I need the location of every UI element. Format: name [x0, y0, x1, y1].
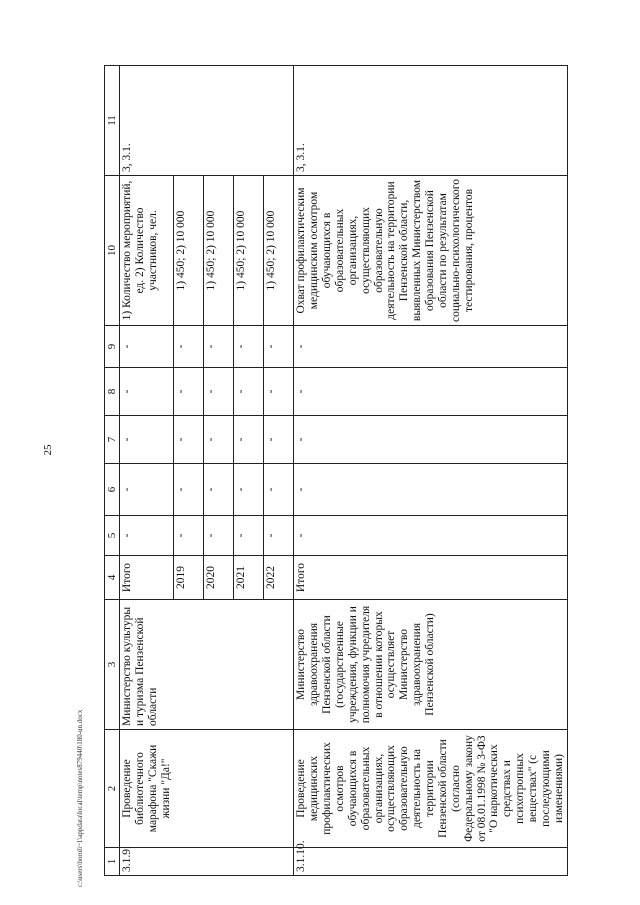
col-header: 10 [105, 176, 120, 326]
col-header: 5 [105, 516, 120, 556]
value-cell: - [204, 516, 234, 556]
row-code: 3.1.9. [120, 848, 294, 876]
value-cell: - [264, 326, 294, 368]
value-cell: - [174, 326, 204, 368]
indicator-value: 1) 450; 2) 10 000 [204, 176, 234, 326]
col-header: 3 [105, 600, 120, 730]
value-cell: - [174, 516, 204, 556]
rotated-table-sheet [104, 66, 588, 876]
value-cell: - [174, 368, 204, 416]
col-header: 2 [105, 730, 120, 848]
page-number: 25 [42, 444, 54, 456]
value-cell: - [120, 516, 174, 556]
executor: Министерство здравоохранения Пензенской области (государственные учреждения, функции и полномочия учредителя в отношении которых осуществляет Министерство здравоохранения Пензенской области) [294, 600, 567, 730]
value-cell: - [234, 516, 264, 556]
value-cell: - [264, 464, 294, 516]
file-path-footer: c:\users\boroli~1\appdata\local\temp\notes879440\180-un.docx [76, 709, 84, 887]
value-cell: - [234, 326, 264, 368]
year-cell: 2019 [174, 556, 204, 600]
value-cell: - [294, 368, 567, 416]
year-cell: Итого [120, 556, 174, 600]
year-cell: Итого [294, 556, 567, 600]
value-cell: - [294, 326, 567, 368]
col-header: 9 [105, 326, 120, 368]
activity-name: Проведение библиотечного марафона "Скажи жизни "Да!" [120, 730, 294, 848]
value-cell: - [294, 516, 567, 556]
year-cell: 2022 [264, 556, 294, 600]
value-cell: - [234, 368, 264, 416]
col-header: 11 [105, 66, 120, 176]
value-cell: - [120, 464, 174, 516]
activity-name: Проведение медицинских профилактических осмотров обучающихся в образовательных организациях, осуществляющих образовательную деятельность на территории Пензенской области (согласно Федеральному закону от 08.01.1998 № 3-ФЗ "О наркотических средствах и психотропных веществах" (с последующими изменениями) [294, 730, 567, 848]
value-cell: - [264, 368, 294, 416]
value-cell: - [264, 516, 294, 556]
col-header: 1 [105, 848, 120, 876]
reference: 3, 3.1. [294, 66, 567, 176]
col-header: 4 [105, 556, 120, 600]
table-row [120, 66, 174, 876]
indicator-value: 1) 450; 2) 10 000 [264, 176, 294, 326]
executor: Министерство культуры и туризма Пензенской области [120, 600, 294, 730]
reference: 3, 3.1. [120, 66, 294, 176]
col-header: 7 [105, 416, 120, 464]
table-row [294, 66, 567, 876]
value-cell: - [120, 416, 174, 464]
value-cell: - [120, 326, 174, 368]
value-cell: - [204, 464, 234, 516]
year-cell: 2020 [204, 556, 234, 600]
value-cell: - [234, 416, 264, 464]
value-cell: - [120, 368, 174, 416]
value-cell: - [174, 416, 204, 464]
indicator-name: Охват профилактическим медицинским осмотром обучающихся в образовательных организациях, осуществляющих образовательную деятельность на территории Пензенской области, выявленных Министерством образования Пензенской области по результатам социально-психологического тестирования, процентов [294, 176, 567, 326]
indicator-value: 1) 450; 2) 10 000 [174, 176, 204, 326]
row-code: 3.1.10. [294, 848, 567, 876]
value-cell: - [294, 464, 567, 516]
value-cell: - [294, 416, 567, 464]
value-cell: - [204, 368, 234, 416]
value-cell: - [174, 464, 204, 516]
header-row [105, 66, 120, 876]
indicator-value: 1) 450; 2) 10 000 [234, 176, 264, 326]
indicator-name: 1) Количество мероприятий, ед. 2) Количество участников, чел. [120, 176, 174, 326]
year-cell: 2021 [234, 556, 264, 600]
value-cell: - [264, 416, 294, 464]
col-header: 6 [105, 464, 120, 516]
value-cell: - [204, 416, 234, 464]
value-cell: - [234, 464, 264, 516]
value-cell: - [204, 326, 234, 368]
program-table [104, 65, 568, 876]
col-header: 8 [105, 368, 120, 416]
